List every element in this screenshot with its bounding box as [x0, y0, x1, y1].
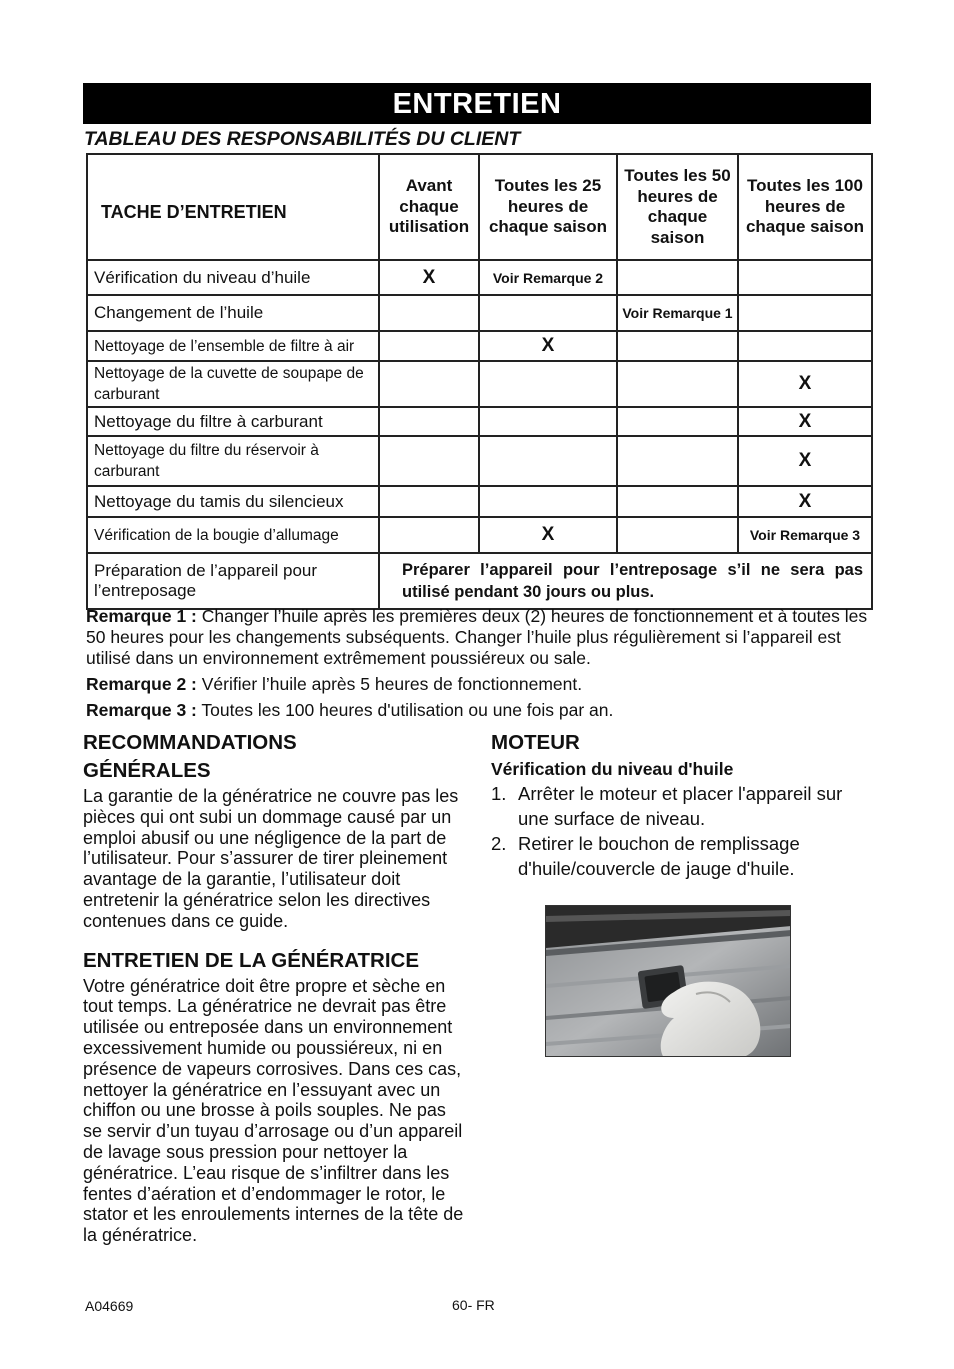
schedule-cell: Voir Remarque 1	[617, 295, 738, 331]
header-before-use: Avant chaque utilisation	[379, 154, 479, 260]
table-row	[87, 361, 872, 407]
remarks	[86, 606, 876, 726]
list-item: 1. Arrêter le moteur et placer l'appareil sur une surface de niveau.	[491, 783, 843, 829]
remark-3	[86, 700, 876, 721]
schedule-cell	[617, 331, 738, 361]
steps-list	[491, 781, 871, 881]
schedule-cell	[379, 407, 479, 436]
schedule-cell: X	[738, 486, 872, 517]
schedule-cell	[379, 517, 479, 553]
task-cell: Changement de l’huile	[87, 295, 379, 331]
document-code: A04669	[85, 1298, 134, 1314]
remark-2	[86, 674, 876, 695]
recommendations-heading: RECOMMANDATIONS GÉNÉRALES	[83, 731, 297, 782]
table-row	[87, 436, 872, 486]
table-row	[87, 331, 872, 361]
right-column	[491, 729, 871, 881]
maintenance-heading: ENTRETIEN DE LA GÉNÉRATRICE	[83, 948, 419, 972]
remark-text: Changer l’huile après les premières deux (2) heures de fonctionnement et à toutes les 50 heures pour les changements subséquents. Changer l’huile plus régulièrement si l’appareil est utilisé dans un environnement extrêmement poussiéreux ou sale.	[86, 606, 868, 668]
schedule-cell	[479, 361, 617, 407]
engine-heading: MOTEUR	[491, 731, 580, 754]
schedule-cell	[379, 486, 479, 517]
schedule-cell: X	[738, 361, 872, 407]
left-column	[83, 729, 468, 1246]
table-row	[87, 407, 872, 436]
schedule-cell: Voir Remarque 3	[738, 517, 872, 553]
table-row	[87, 517, 872, 553]
task-cell: Nettoyage du filtre du réservoir à carburant	[87, 436, 379, 486]
oil-check-heading: Vérification du niveau d'huile	[491, 759, 734, 779]
remark-label: Remarque 2 :	[86, 674, 197, 694]
task-cell: Nettoyage de la cuvette de soupape de carburant	[87, 361, 379, 407]
schedule-cell	[617, 486, 738, 517]
table-row-storage	[87, 553, 872, 609]
section-banner: ENTRETIEN	[83, 83, 871, 124]
schedule-cell: Voir Remarque 2	[479, 260, 617, 295]
table-row	[87, 486, 872, 517]
schedule-cell: X	[479, 517, 617, 553]
remark-text: Toutes les 100 heures d'utilisation ou une fois par an.	[196, 700, 614, 720]
remark-1	[86, 606, 876, 669]
schedule-cell	[738, 260, 872, 295]
schedule-cell	[479, 486, 617, 517]
remark-label: Remarque 1 :	[86, 606, 197, 626]
task-cell: Nettoyage du filtre à carburant	[87, 407, 379, 436]
schedule-cell	[617, 407, 738, 436]
remark-label: Remarque 3 :	[86, 700, 197, 720]
table-row	[87, 260, 872, 295]
schedule-cell	[617, 361, 738, 407]
list-item: 2. Retirer le bouchon de remplissage d'huile/couvercle de jauge d'huile.	[491, 833, 800, 879]
schedule-cell	[617, 517, 738, 553]
maintenance-body: Votre génératrice doit être propre et sèche en tout temps. La génératrice ne devrait pas être utilisée ou entreposée dans un environnement excessivement humide ou poussiéreux, ni en présence de vapeurs corrosives. Dans ces cas, nettoyer la génératrice en l’essuyant avec un chiffon ou une brosse à poils souples. Ne pas se servir d’un tuyau d’arrosage ou d’un appareil de lavage sous pression pour nettoyer la génératrice. L’eau risque de s’infiltrer dans les fentes d’aération et d’endommager le rotor, le stator et les enroulements internes de la tête de la génératrice.	[83, 975, 464, 1246]
task-cell: Vérification du niveau d’huile	[87, 260, 379, 295]
recommendations-body: La garantie de la génératrice ne couvre pas les pièces qui ont subi un dommage causé par un emploi abusif ou une négligence de la part de l’utilisateur. Pour s’assurer de tirer pleinement avantage de la garantie, l’utilisateur doit entretenir la génératrice selon les directives contenues dans ce guide.	[83, 786, 459, 931]
header-50-hours: Toutes les 50 heures de chaque saison	[617, 154, 738, 260]
schedule-cell	[379, 436, 479, 486]
oil-cap-illustration	[546, 906, 791, 1057]
table-row	[87, 295, 872, 331]
header-25-hours: Toutes les 25 heures de chaque saison	[479, 154, 617, 260]
task-cell: Vérification de la bougie d’allumage	[87, 517, 379, 553]
schedule-cell	[617, 260, 738, 295]
schedule-cell: X	[738, 436, 872, 486]
schedule-cell	[738, 331, 872, 361]
schedule-cell: X	[479, 331, 617, 361]
schedule-cell	[379, 295, 479, 331]
task-cell: Nettoyage de l’ensemble de filtre à air	[87, 331, 379, 361]
header-task: TACHE D’ENTRETIEN	[87, 154, 379, 260]
oil-cap-photo	[545, 905, 791, 1057]
page-number: 60- FR	[452, 1297, 495, 1313]
schedule-cell	[479, 436, 617, 486]
schedule-cell	[617, 436, 738, 486]
header-100-hours: Toutes les 100 heures de chaque saison	[738, 154, 872, 260]
storage-note: Préparer l’appareil pour l’entreposage s’il ne sera pas utilisé pendant 30 jours ou plus.	[379, 553, 872, 609]
schedule-cell	[479, 407, 617, 436]
maintenance-table	[86, 153, 873, 610]
table-header-row	[87, 154, 872, 260]
schedule-cell: X	[379, 260, 479, 295]
task-cell: Préparation de l’appareil pour l’entreposage	[87, 553, 379, 609]
schedule-cell: X	[738, 407, 872, 436]
table-title: TABLEAU DES RESPONSABILITÉS DU CLIENT	[84, 128, 521, 150]
schedule-cell	[379, 331, 479, 361]
schedule-cell	[738, 295, 872, 331]
task-cell: Nettoyage du tamis du silencieux	[87, 486, 379, 517]
remark-text: Vérifier l’huile après 5 heures de fonctionnement.	[196, 674, 583, 694]
schedule-cell	[379, 361, 479, 407]
schedule-cell	[479, 295, 617, 331]
